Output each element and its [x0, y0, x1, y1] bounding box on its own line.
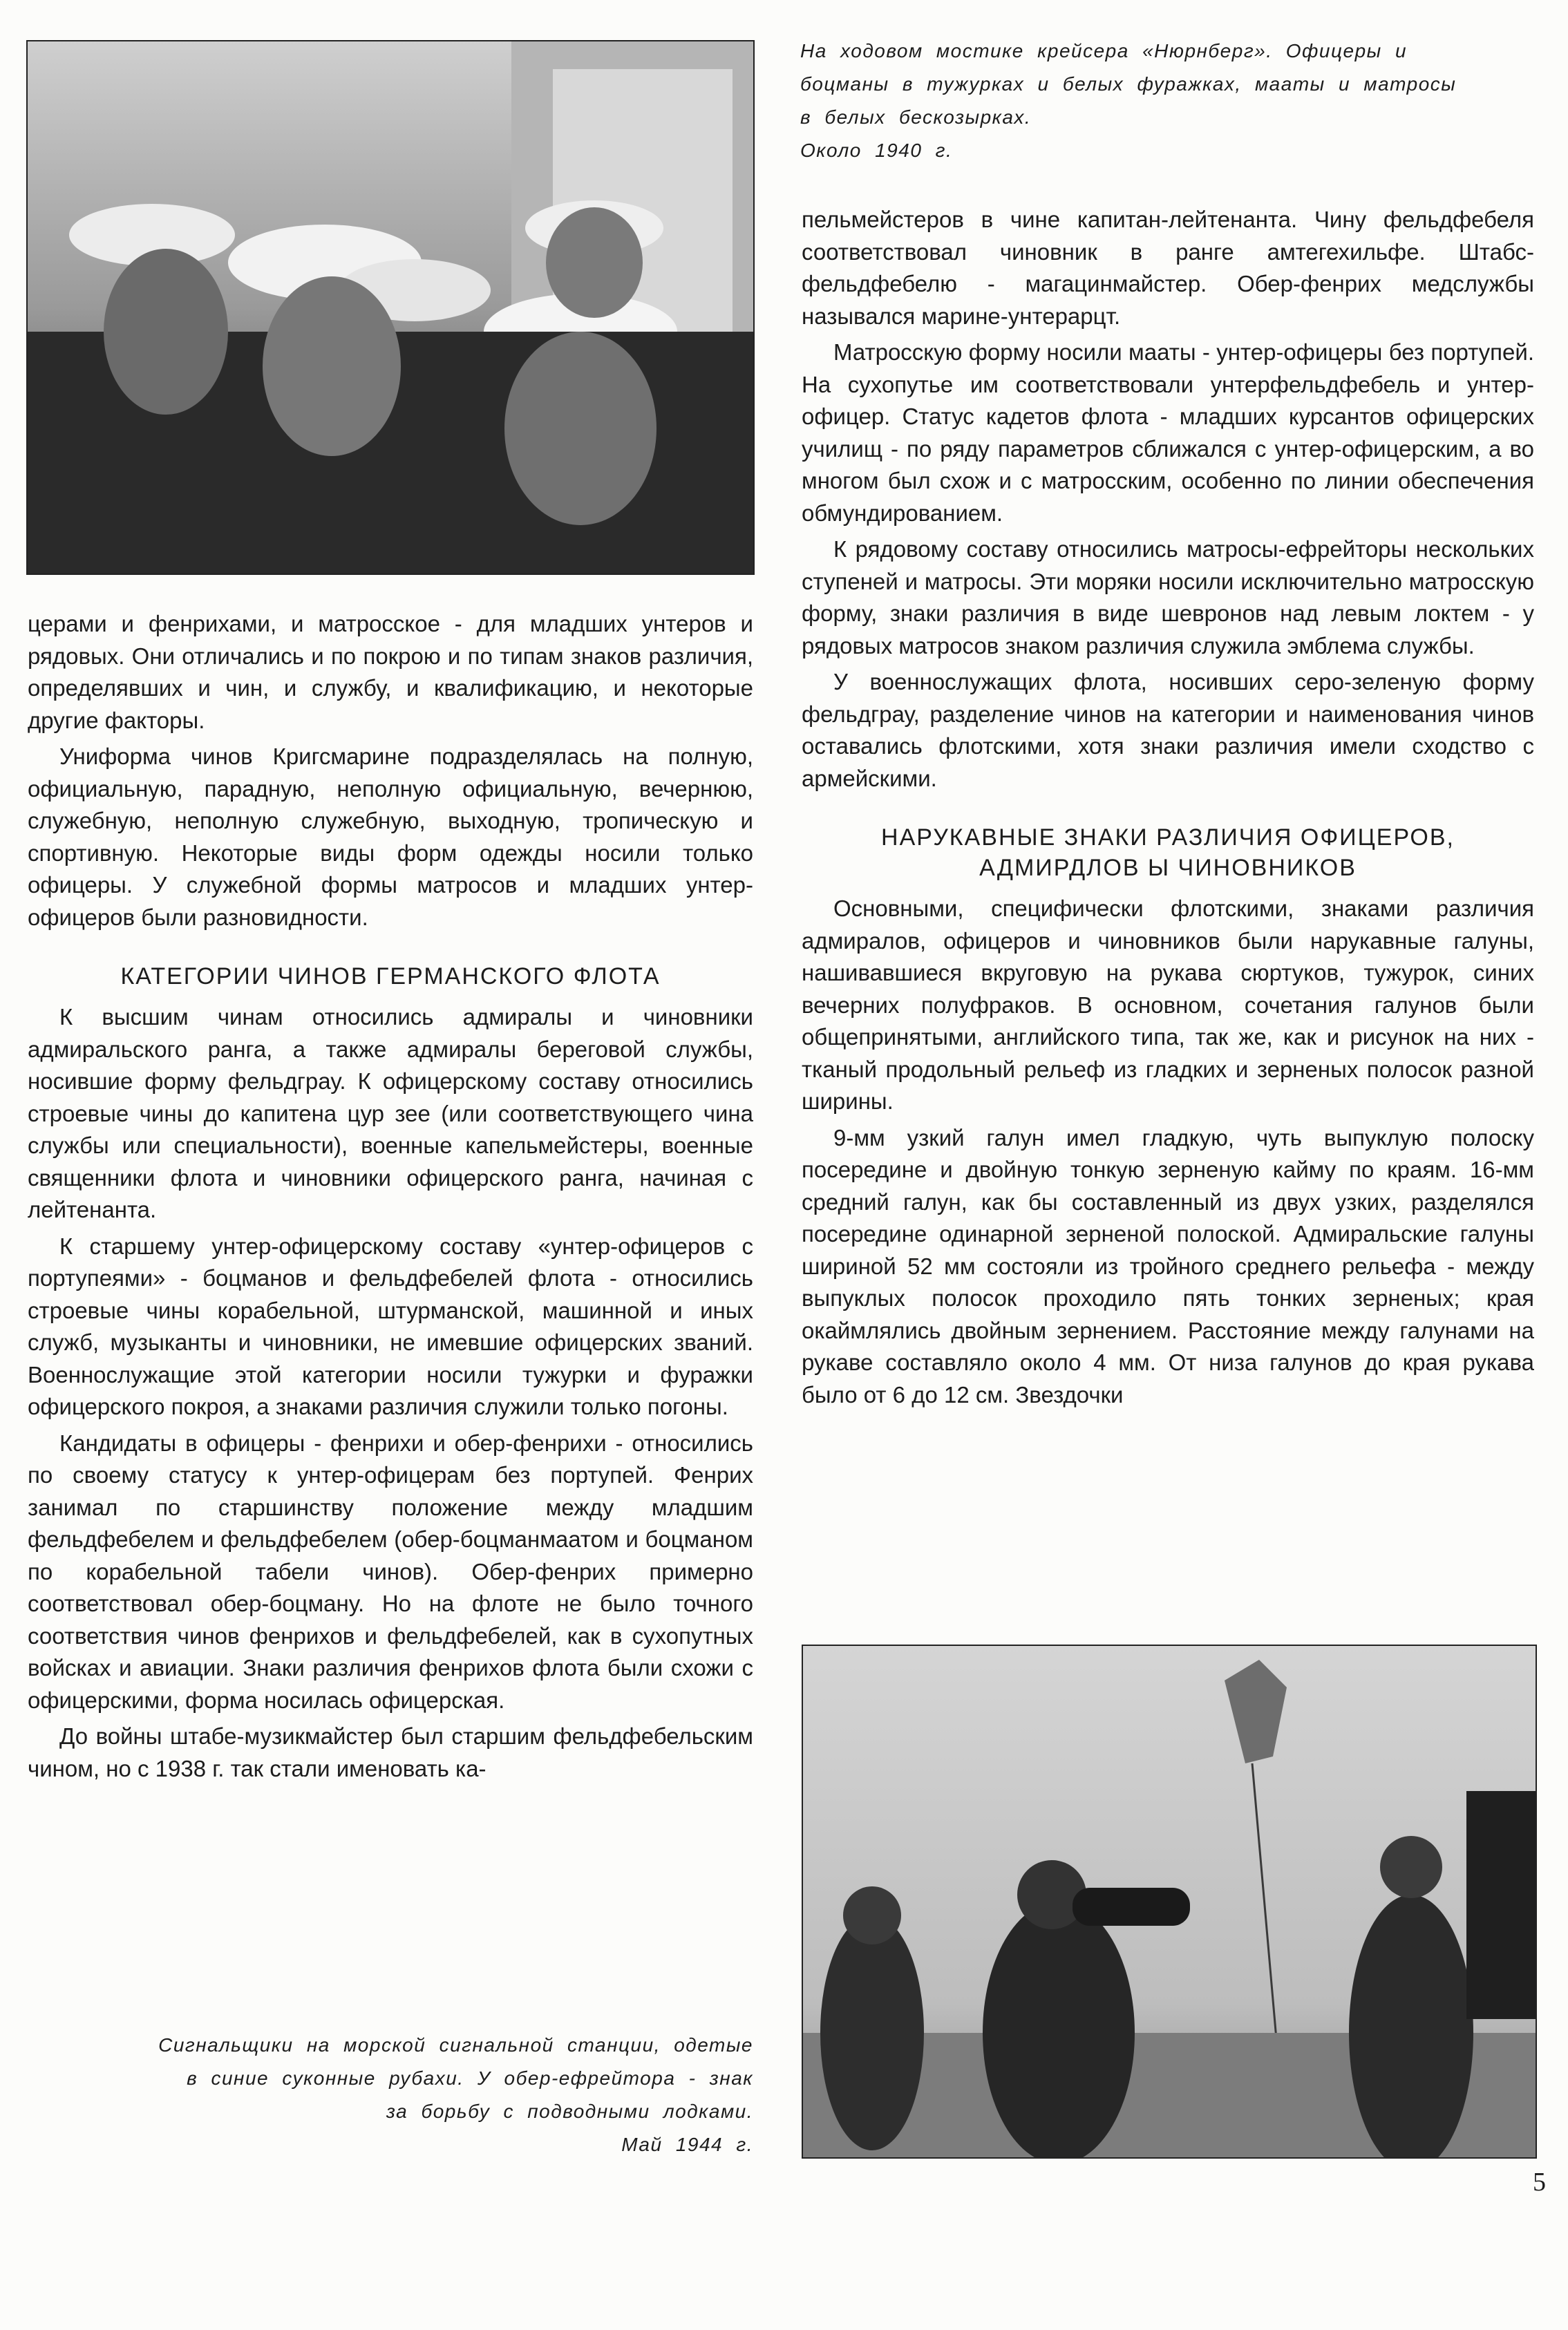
photo-signalmen-image: [803, 1646, 1536, 2157]
caption-line: в белых бескозырках.: [800, 106, 1032, 128]
section-heading: НАРУКАВНЫЕ ЗНАКИ РАЗЛИЧИЯ ОФИЦЕРОВ, АДМИРДЛОВ Ы ЧИНОВНИКОВ: [881, 824, 1455, 881]
right-column: [802, 204, 1534, 1411]
paragraph: церами и фенрихами, и матросское - для младших унтеров и рядовых. Они отличались и по покрою и по типам знаков различия, определявших и чин, и службу, и квалификацию, и некоторые другие факторы.: [28, 611, 753, 733]
paragraph: пельмейстеров в чине капитан-лейтенанта. Чину фельдфебеля соответствовал чиновник в ранге амтегехильфе. Штабс-фельдфебелю - магацинмайстер. Обер-фенрих медслужбы назывался марине-унтерарцт.: [802, 207, 1534, 329]
section-heading: КАТЕГОРИИ ЧИНОВ ГЕРМАНСКОГО ФЛОТА: [120, 963, 661, 989]
caption-line: Май 1944 г.: [621, 2134, 753, 2155]
caption-top-photo: [800, 35, 1534, 167]
caption-bottom-photo: [28, 2029, 753, 2161]
paragraph: К старшему унтер-офицерскому составу «унтер-офицеров с портупеями» - боцманов и фельдфебелей флота - относились строевые чины корабельной, штурманской, машинной и иных служб, музыканты и чиновники, не имевшие офицерских званий. Военнослужащие этой категории носили тужурки и фуражки офицерского покроя, а знаками различия служили только погоны.: [28, 1233, 753, 1419]
paragraph: Основными, специфически флотскими, знаками различия адмиралов, офицеров и чиновников были нарукавные галуны, нашивавшиеся вкруговую на рукава сюртуков, тужурок, синих вечерних полуфраков. В основном, сочетания галунов были общепринятыми, английского типа, так же, как и рисунок на них - тканый продольный рельеф из гладких и зерненых полосок разной ширины.: [802, 896, 1534, 1114]
paragraph: Униформа чинов Кригсмарине подразделялась на полную, официальную, парадную, неполную официальную, вечернюю, служебную, неполную служебную, выходную, тропическую и спортивную. Некоторые виды форм одежды носили только офицеры. У служебной формы матросов и младших унтер-офицеров были разновидности.: [28, 743, 753, 930]
paragraph: К высшим чинам относились адмиралы и чиновники адмиральского ранга, а также адмиралы береговой службы, носившие форму фельдграу. К офицерскому составу относились строевые чины до капитена цур зее (или соответствующего чина службы или специальности), военные капельмейстеры, военные священники флота и чиновники офицерского ранга, начиная с лейтенанта.: [28, 1004, 753, 1222]
caption-line: На ходовом мостике крейсера «Нюрнберг». Офицеры и: [800, 40, 1408, 61]
paragraph: Кандидаты в офицеры - фенрихи и обер-фенрихи - относились по своему статусу к унтер-офицерам без портупей. Фенрих занимал по старшинству положение между младшим фельдфебелем и фельдфебелем (обер-боцманмаатом и боцманом по корабельной табели чинов). Обер-фенрих примерно соответствовал обер-боцману. Но на флоте не было точного соответствия чинов фенрихов и фельдфебелей, как в сухопутных войсках и авиации. Знаки различия фенрихов флота были схожи с офицерскими, форма носилась офицерская.: [28, 1430, 753, 1713]
photo-signalmen: [802, 1645, 1537, 2159]
caption-line: боцманы в тужурках и белых фуражках, мааты и матросы: [800, 73, 1457, 95]
paragraph: До войны штабе-музикмайстер был старшим фельдфебельским чином, но с 1938 г. так стали именовать ка-: [28, 1723, 753, 1781]
caption-line: Сигнальщики на морской сигнальной станции, одетые: [158, 2034, 753, 2056]
paragraph: Матросскую форму носили мааты - унтер-офицеры без портупей. На сухопутье им соответствовали унтерфельдфебель и унтер-офицер. Статус кадетов флота - младших курсантов офицерских училищ - по ряду параметров сближался с унтер-офицерским, а во многом был схож и с матросским, особенно по линии обеспечения обмундированием.: [802, 339, 1534, 526]
caption-line: Около 1940 г.: [800, 140, 953, 161]
photo-officers-bridge: [26, 40, 755, 575]
paragraph: У военнослужащих флота, носивших серо-зеленую форму фельдграу, разделение чинов на категории и наименования чинов оставались флотскими, хотя знаки различия имели сходство с армейскими.: [802, 669, 1534, 791]
left-column: [28, 608, 753, 1785]
photo-officers-bridge-image: [28, 41, 753, 574]
caption-line: за борьбу с подводными лодками.: [386, 2101, 753, 2122]
page-number: 5: [1533, 2168, 1546, 2197]
caption-line: в синие суконные рубахи. У обер-ефрейтора - знак: [187, 2067, 753, 2089]
paragraph: 9-мм узкий галун имел гладкую, чуть выпуклую полоску посередине и двойную тонкую зерненую кайму по краям. 16-мм средний галун, как бы составленный из двух узких, разделялся посередине одинарной зерненой полоской. Адмиральские галуны шириной 52 мм состояли из тройного среднего рельефа - между выпуклых полосок проходило пять тонких зерненых; края окаймлялись двойным зернением. Расстояние между галунами на рукаве составляло около 4 мм. От низа галунов до края рукава было от 6 до 12 см. Звездочки: [802, 1124, 1534, 1408]
paragraph: К рядовому составу относились матросы-ефрейторы нескольких ступеней и матросы. Эти моряки носили исключительно матросскую форму, знаки различия в виде шевронов над левым локтем - у рядовых матросов знаком различия служила эмблема службы.: [802, 536, 1534, 659]
